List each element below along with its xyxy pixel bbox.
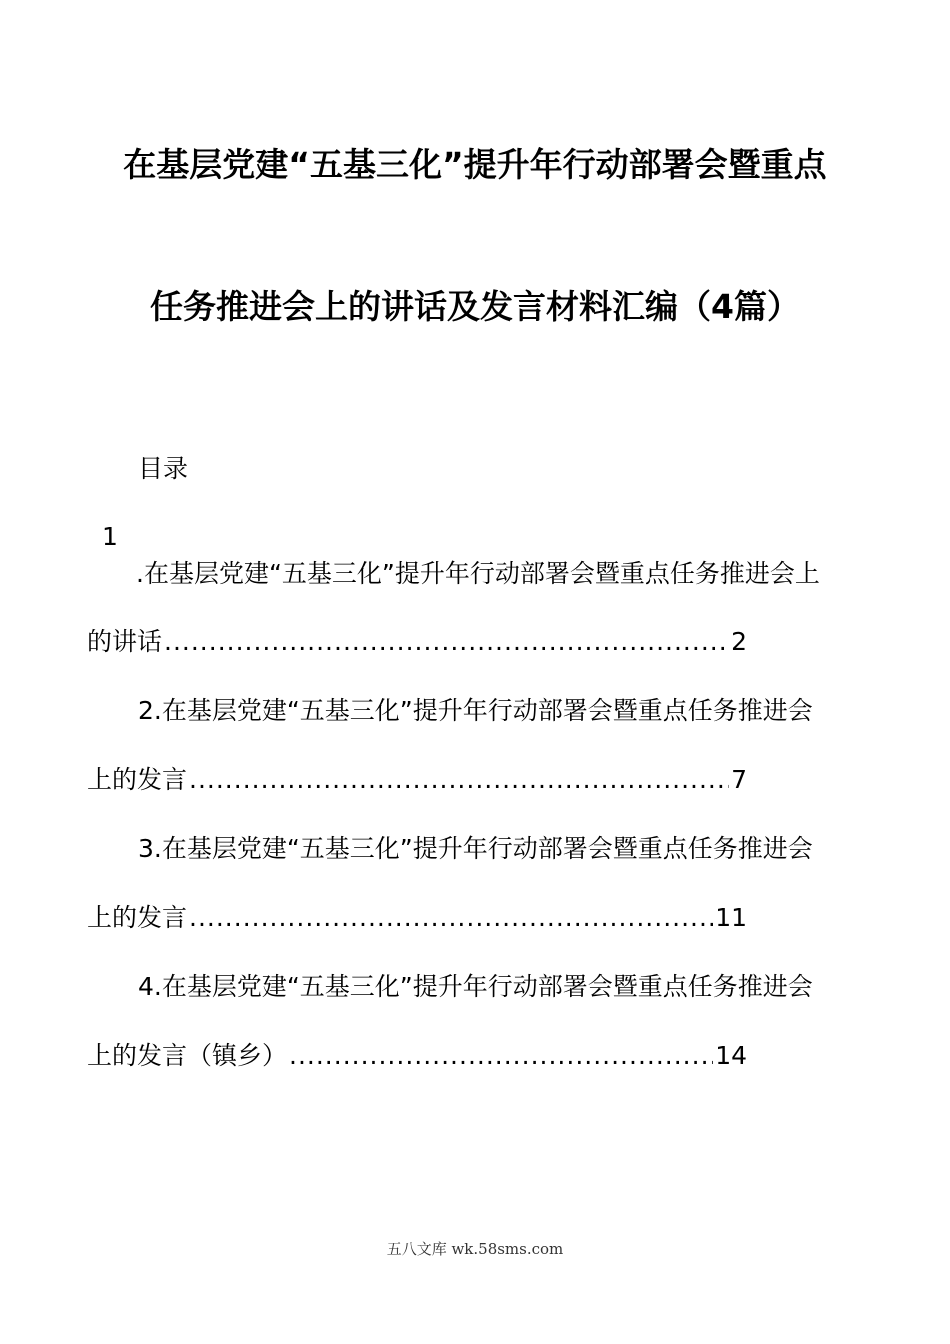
toc-entry-4-line2: 上的发言（镇乡） bbox=[87, 1041, 288, 1070]
toc-entry-2-line2-row[interactable] bbox=[87, 763, 747, 797]
toc-entry-1-line2: 的讲话 bbox=[87, 627, 163, 656]
toc-entry-4-line1[interactable]: 4.在基层党建“五基三化”提升年行动部署会暨重点任务推进会 bbox=[138, 972, 813, 1001]
toc-entry-3-line1[interactable]: 3.在基层党建“五基三化”提升年行动部署会暨重点任务推进会 bbox=[138, 834, 813, 863]
toc-entry-1-number: 1 bbox=[102, 522, 118, 551]
toc-entry-3-line2: 上的发言 bbox=[87, 903, 188, 932]
toc-leader-dots bbox=[164, 625, 729, 659]
toc-entry-2-page: 7 bbox=[731, 765, 747, 794]
toc-leader-dots bbox=[289, 1039, 713, 1073]
toc-leader-dots bbox=[189, 763, 729, 797]
toc-leader-dots bbox=[189, 901, 713, 935]
toc-entry-1-line2-row[interactable] bbox=[87, 625, 747, 659]
toc-entry-3-line2-row[interactable] bbox=[87, 901, 747, 935]
page-footer: 五八文库 wk.58sms.com bbox=[386, 1240, 564, 1258]
toc-entry-3-page: 11 bbox=[715, 903, 747, 932]
document-title-line-1: 在基层党建“五基三化”提升年行动部署会暨重点 bbox=[123, 145, 827, 184]
toc-entry-1-page: 2 bbox=[731, 627, 747, 656]
toc-heading: 目录 bbox=[138, 454, 189, 483]
toc-entry-4-page: 14 bbox=[715, 1041, 747, 1070]
toc-entry-2-line2: 上的发言 bbox=[87, 765, 188, 794]
toc-entry-4-line2-row[interactable] bbox=[87, 1039, 747, 1073]
toc-entry-1-line1[interactable]: .在基层党建“五基三化”提升年行动部署会暨重点任务推进会上 bbox=[136, 559, 820, 588]
toc-entry-2-line1[interactable]: 2.在基层党建“五基三化”提升年行动部署会暨重点任务推进会 bbox=[138, 696, 813, 725]
document-title-line-2: 任务推进会上的讲话及发言材料汇编（4篇） bbox=[150, 287, 800, 326]
